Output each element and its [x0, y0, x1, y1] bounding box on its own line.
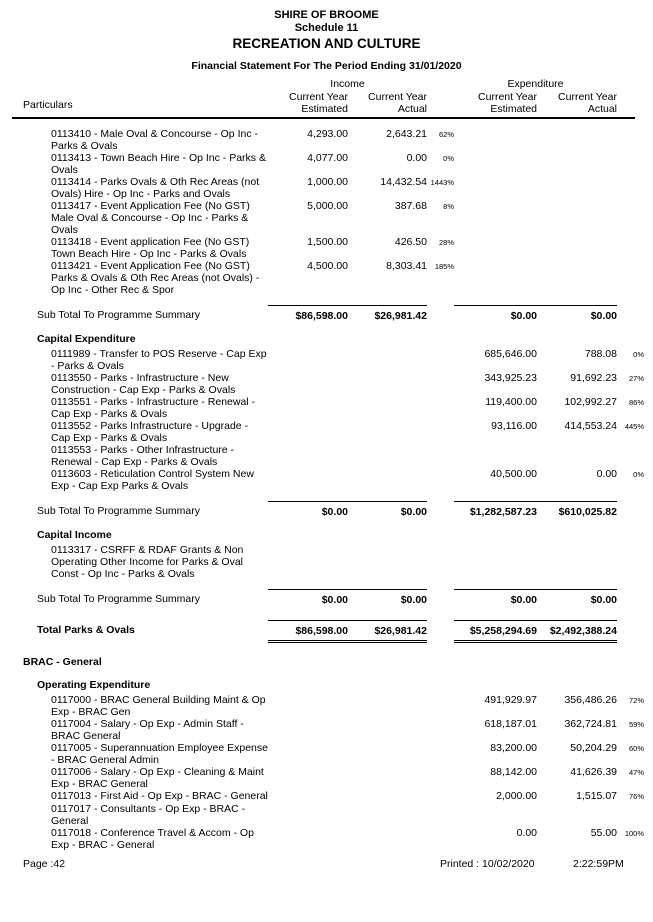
particulars-cell: 0113317 - CSRFF & RDAF Grants & Non Operating Other Income for Parks & Oval Const - Op Inc - Parks & Ovals [51, 544, 244, 580]
expenditure-pct-cell [617, 236, 644, 237]
income-pct-cell: 8% [443, 202, 454, 211]
expenditure-group [454, 420, 617, 432]
expenditure-estimated-cell: 491,929.97 [484, 694, 537, 706]
income-pct-spacer [427, 78, 454, 90]
expenditure-actual-cell: 414,553.24 [564, 420, 617, 432]
expenditure-actual-cell: 1,515.07 [576, 790, 617, 802]
particulars-cell: Total Parks & Ovals [37, 624, 135, 636]
income-pct-cell [427, 468, 454, 469]
income-actual-cell: 426.50 [394, 236, 427, 248]
expenditure-estimated-cell: 343,925.23 [484, 372, 537, 384]
expenditure-group [454, 718, 617, 730]
income-estimated-cell: 1,000.00 [307, 176, 348, 188]
row-account [23, 176, 644, 200]
income-pct-cell [427, 790, 454, 791]
income-group [268, 176, 427, 188]
income-estimated-header-line1: Current Year [289, 91, 348, 103]
income-actual-cell: 14,432.54 [380, 176, 427, 188]
particulars-cell: 0117018 - Conference Travel & Accom - Op Exp - BRAC - General [51, 827, 254, 851]
expenditure-estimated-cell: 0.00 [516, 827, 537, 839]
income-pct-cell [427, 766, 454, 767]
income-pct-cell [427, 348, 454, 349]
income-actual-cell: $26,981.42 [374, 625, 427, 637]
income-pct-cell [427, 444, 454, 445]
particulars-cell: Sub Total To Programme Summary [37, 309, 201, 321]
income-estimated-header [268, 91, 348, 115]
particulars-cell: 0113553 - Parks - Other Infrastructure - Renewal - Cap Exp - Parks & Ovals [51, 444, 235, 468]
report-subtitle: Financial Statement For The Period Ending 31/01/2020 [191, 60, 462, 72]
printed-date: Printed : 10/02/2020 [440, 858, 535, 870]
row-account [23, 152, 644, 176]
row-account [23, 236, 644, 260]
expenditure-estimated-cell: $1,282,587.23 [469, 506, 537, 518]
income-actual-cell: 8,303.41 [386, 260, 427, 272]
expenditure-group [454, 827, 617, 839]
income-group-header: Income [330, 78, 365, 90]
header-rule [12, 117, 635, 119]
expenditure-actual-cell: $2,492,388.24 [549, 625, 617, 637]
expenditure-group [454, 501, 617, 518]
particulars-cell: 0113417 - Event Application Fee (No GST) Male Oval & Concourse - Op Inc - Parks & Ovals [51, 200, 250, 236]
report-title: RECREATION AND CULTURE [232, 36, 421, 51]
expenditure-estimated-header-line2: Estimated [490, 103, 537, 115]
income-estimated-cell: 1,500.00 [307, 236, 348, 248]
particulars-cell: 0117005 - Superannuation Employee Expense - BRAC General Admin [51, 742, 268, 766]
row-subtotal [23, 587, 644, 606]
expenditure-pct-cell: 59% [628, 720, 644, 729]
income-pct-cell: 28% [438, 238, 454, 247]
income-estimated-cell: 5,000.00 [307, 200, 348, 212]
row-section [23, 656, 644, 668]
row-subheader [23, 529, 644, 541]
row-subheader [23, 333, 644, 345]
particulars-cell: 0117000 - BRAC General Building Maint & Op Exp - BRAC Gen [51, 694, 266, 718]
subsection-heading: Operating Expenditure [37, 679, 151, 691]
income-pct-cell [427, 742, 454, 743]
row-subheader [23, 679, 644, 691]
income-pct-cell [427, 499, 454, 500]
income-pct-cell [427, 420, 454, 421]
particulars-cell: 0117004 - Salary - Op Exp - Admin Staff - BRAC General [51, 718, 244, 742]
expenditure-actual-cell: 50,204.29 [570, 742, 617, 754]
expenditure-pct-cell: 76% [628, 792, 644, 801]
income-group [268, 200, 427, 212]
expenditure-group-header: Expenditure [507, 78, 564, 90]
expenditure-pct-cell: 86% [628, 398, 644, 407]
income-group [268, 128, 427, 140]
row-account [23, 766, 644, 790]
row-total [23, 618, 644, 643]
page-number: Page :42 [23, 858, 66, 870]
expenditure-pct-cell [617, 128, 644, 129]
expenditure-estimated-cell: $5,258,294.69 [469, 625, 537, 637]
expenditure-estimated-cell: 93,116.00 [491, 420, 537, 432]
income-group [268, 620, 427, 643]
financial-table [0, 78, 644, 851]
income-pct-cell: 62% [438, 130, 454, 139]
expenditure-pct-cell [617, 499, 644, 500]
income-estimated-cell: 4,500.00 [307, 260, 348, 272]
expenditure-actual-header-line1: Current Year [558, 91, 617, 103]
expenditure-pct-cell [617, 587, 644, 588]
particulars-spacer [23, 78, 268, 90]
income-actual-cell: 387.68 [394, 200, 427, 212]
row-account [23, 694, 644, 718]
expenditure-actual-cell: 55.00 [590, 827, 617, 839]
row-account [23, 348, 644, 372]
income-actual-cell: 0.00 [406, 152, 427, 164]
page-footer [0, 858, 653, 874]
income-pct-cell [427, 372, 454, 373]
income-actual-cell: 2,643.21 [386, 128, 427, 140]
expenditure-estimated-cell: 119,400.00 [485, 396, 537, 408]
expenditure-actual-cell: $0.00 [590, 310, 617, 322]
particulars-cell: Sub Total To Programme Summary [37, 593, 201, 605]
column-group-row [23, 78, 644, 90]
expenditure-group [454, 790, 617, 802]
row-account [23, 128, 644, 152]
income-pct-header [427, 91, 454, 115]
expenditure-pct-cell: 445% [624, 422, 644, 431]
organisation-name: SHIRE OF BROOME [274, 9, 379, 21]
table-body [23, 128, 644, 851]
row-subtotal [23, 499, 644, 518]
expenditure-group [454, 372, 617, 384]
row-account [23, 396, 644, 420]
expenditure-group [454, 742, 617, 754]
expenditure-group [454, 468, 617, 480]
expenditure-pct-cell: 47% [628, 768, 644, 777]
expenditure-group [454, 348, 617, 360]
income-pct-cell [427, 303, 454, 304]
expenditure-group [454, 694, 617, 706]
table-header [23, 78, 644, 119]
income-pct-cell [427, 587, 454, 588]
row-account [23, 444, 644, 468]
subsection-heading: Capital Expenditure [37, 333, 136, 345]
particulars-cell: 0117017 - Consultants - Op Exp - BRAC - General [51, 803, 246, 827]
particulars-cell: 0113413 - Town Beach Hire - Op Inc - Parks & Ovals [51, 152, 266, 176]
expenditure-actual-cell: 41,626.39 [570, 766, 617, 778]
income-pct-cell: 1443% [430, 178, 454, 187]
income-pct-cell: 185% [434, 262, 454, 271]
expenditure-actual-cell: 356,486.26 [564, 694, 617, 706]
subsection-heading: Capital Income [37, 529, 112, 541]
expenditure-pct-cell [617, 152, 644, 153]
income-pct-cell [427, 694, 454, 695]
income-pct-cell [427, 618, 454, 619]
expenditure-actual-cell: 91,692.23 [570, 372, 617, 384]
income-estimated-cell: 4,077.00 [307, 152, 348, 164]
expenditure-pct-cell [617, 200, 644, 201]
expenditure-actual-cell: $0.00 [590, 594, 617, 606]
expenditure-actual-cell: 788.08 [584, 348, 617, 360]
expenditure-estimated-header-line1: Current Year [478, 91, 537, 103]
income-actual-cell: $0.00 [400, 594, 427, 606]
income-estimated-cell: $86,598.00 [295, 310, 348, 322]
expenditure-actual-cell: 102,992.27 [564, 396, 617, 408]
expenditure-group [454, 589, 617, 606]
income-group [268, 236, 427, 248]
expenditure-pct-cell: 0% [633, 350, 644, 359]
expenditure-actual-cell: $610,025.82 [558, 506, 617, 518]
income-estimated-cell: 4,293.00 [307, 128, 348, 140]
expenditure-pct-cell: 27% [628, 374, 644, 383]
row-account [23, 468, 644, 492]
income-estimated-header-line2: Estimated [301, 103, 348, 115]
section-heading: BRAC - General [23, 656, 102, 668]
row-account [23, 827, 644, 851]
expenditure-group [454, 620, 617, 643]
expenditure-pct-cell [617, 544, 644, 545]
income-pct-cell [427, 827, 454, 828]
column-header-row [23, 91, 644, 115]
row-account [23, 372, 644, 396]
income-pct-cell [427, 803, 454, 804]
row-subtotal [23, 303, 644, 322]
expenditure-pct-cell [617, 618, 644, 619]
particulars-header-label: Particulars [23, 99, 73, 111]
expenditure-pct-cell [617, 260, 644, 261]
row-account [23, 420, 644, 444]
expenditure-pct-cell: 0% [633, 470, 644, 479]
expenditure-estimated-cell: 685,646.00 [484, 348, 537, 360]
income-estimated-cell: $86,598.00 [295, 625, 348, 637]
row-account [23, 260, 644, 296]
expenditure-actual-cell: 0.00 [596, 468, 617, 480]
particulars-cell: 0113421 - Event Application Fee (No GST) Parks & Ovals & Oth Rec Areas (not Ovals) - Op Inc - Other Rec & Spor [51, 260, 260, 296]
report-title-block [0, 0, 653, 72]
income-group [268, 501, 427, 518]
income-estimated-cell: $0.00 [321, 506, 348, 518]
expenditure-estimated-cell: 83,200.00 [490, 742, 537, 754]
particulars-cell: 0113551 - Parks - Infrastructure - Renewal - Cap Exp - Parks & Ovals [51, 396, 256, 420]
row-account [23, 544, 644, 580]
income-group [268, 260, 427, 272]
expenditure-pct-cell [617, 303, 644, 304]
row-account [23, 803, 644, 827]
expenditure-pct-header [617, 91, 644, 115]
expenditure-actual-cell: 362,724.81 [564, 718, 617, 730]
particulars-cell: 0113414 - Parks Ovals & Oth Rec Areas (not Ovals) Hire - Op Inc - Parks and Ovals [51, 176, 260, 200]
particulars-cell: 0117006 - Salary - Op Exp - Cleaning & Maint Exp - BRAC General [51, 766, 264, 790]
expenditure-pct-cell: 72% [628, 696, 644, 705]
expenditure-group [454, 396, 617, 408]
row-account [23, 790, 644, 803]
expenditure-group [454, 766, 617, 778]
expenditure-actual-header [537, 91, 617, 115]
expenditure-estimated-cell: $0.00 [510, 594, 537, 606]
expenditure-pct-cell: 60% [628, 744, 644, 753]
expenditure-pct-cell [617, 803, 644, 804]
income-actual-header-line2: Actual [397, 103, 427, 115]
particulars-cell: Sub Total To Programme Summary [37, 505, 201, 517]
income-pct-cell [427, 396, 454, 397]
particulars-cell: 0113418 - Event application Fee (No GST) Town Beach Hire - Op Inc - Parks & Ovals [51, 236, 250, 260]
income-actual-cell: $26,981.42 [374, 310, 427, 322]
schedule-number: Schedule 11 [294, 22, 359, 34]
income-actual-header-line1: Current Year [368, 91, 427, 103]
row-account [23, 200, 644, 236]
income-actual-cell: $0.00 [400, 506, 427, 518]
expenditure-estimated-cell: $0.00 [510, 310, 537, 322]
income-actual-header [348, 91, 427, 115]
income-pct-cell: 0% [443, 154, 454, 163]
income-estimated-cell: $0.00 [321, 594, 348, 606]
particulars-cell: 0113410 - Male Oval & Concourse - Op Inc - Parks & Ovals [51, 128, 258, 152]
income-group [268, 589, 427, 606]
particulars-cell: 0117013 - First Aid - Op Exp - BRAC - General [51, 790, 268, 802]
expenditure-actual-header-line2: Actual [587, 103, 617, 115]
particulars-cell: 0113552 - Parks Infrastructure - Upgrade - Cap Exp - Parks & Ovals [51, 420, 249, 444]
row-account [23, 742, 644, 766]
income-pct-cell [427, 544, 454, 545]
particulars-cell: 0113550 - Parks - Infrastructure - New Construction - Cap Exp - Parks & Ovals [51, 372, 236, 396]
expenditure-estimated-cell: 2,000.00 [496, 790, 537, 802]
income-group [268, 305, 427, 322]
particulars-header [23, 91, 268, 115]
expenditure-pct-cell [617, 176, 644, 177]
printed-time: 2:22:59PM [573, 858, 624, 870]
income-pct-cell [427, 718, 454, 719]
row-account [23, 718, 644, 742]
income-group [268, 152, 427, 164]
expenditure-estimated-cell: 618,187.01 [484, 718, 537, 730]
expenditure-estimated-header [454, 91, 537, 115]
expenditure-pct-cell [617, 444, 644, 445]
particulars-cell: 0113603 - Reticulation Control System New Exp - Cap Exp Parks & Ovals [51, 468, 254, 492]
expenditure-group [454, 305, 617, 322]
expenditure-estimated-cell: 88,142.00 [490, 766, 537, 778]
expenditure-pct-spacer [617, 78, 644, 90]
particulars-cell: 0111989 - Transfer to POS Reserve - Cap Exp - Parks & Ovals [51, 348, 267, 372]
expenditure-estimated-cell: 40,500.00 [490, 468, 537, 480]
expenditure-pct-cell: 100% [624, 829, 644, 838]
